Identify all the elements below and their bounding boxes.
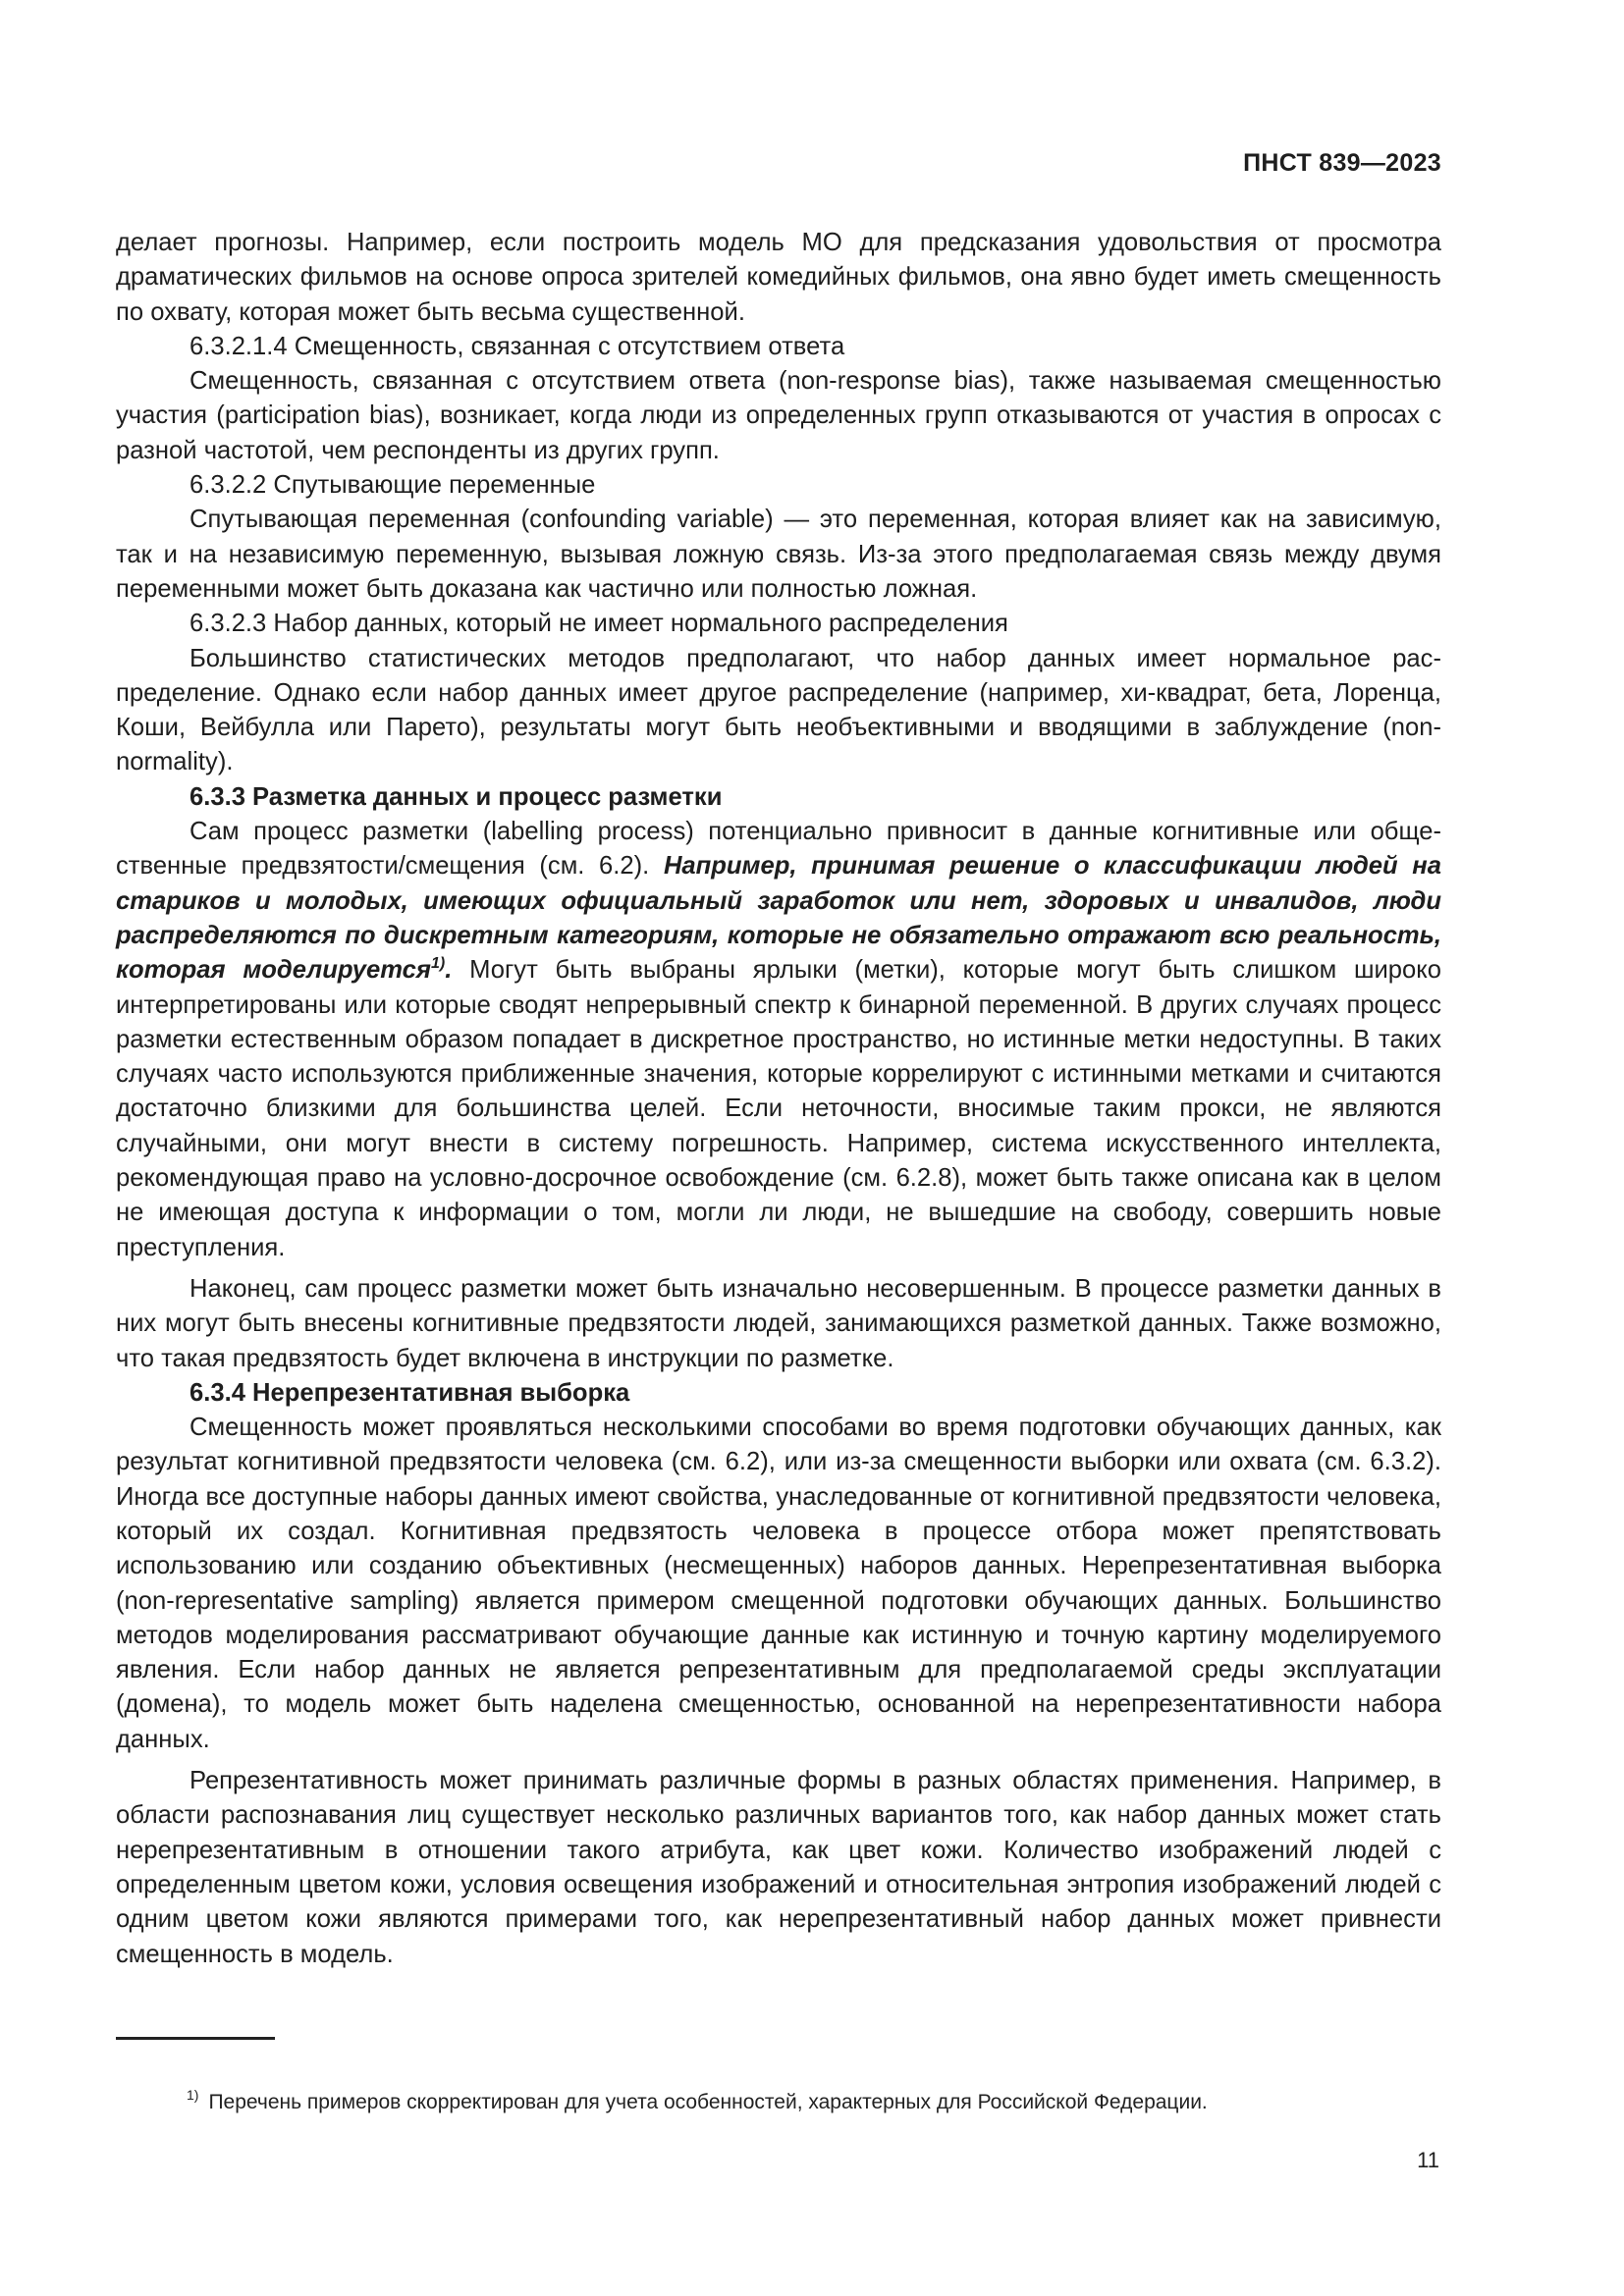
footnote-marker: 1) (187, 2087, 199, 2103)
footnote (187, 2087, 1208, 2114)
footnote-reference[interactable]: 1) (431, 955, 446, 973)
document-header: ПНСТ 839—2023 (1243, 149, 1441, 177)
paragraph: Репрезентативность может принимать различные формы в разных областях применения. Например, в области распознавания лиц существует несколько различных вариантов того, как набор данных может стать нерепрезентативным в отношении такого атрибута, как цвет кожи. Количество изображений людей с определенным цветом кожи, условия освещения изображений и относительная энтропия изображений людей с одним цветом кожи являются примерами того, как нерепрезентативный набор данных может привнести смещенность в модель. (116, 1767, 1441, 1968)
text-run: . (445, 956, 453, 985)
paragraph: Смещенность, связанная с отсутствием ответа (non-response bias), также называемая смещенностью участия (participation bias), возникает, когда люди из определенных групп отказываются от участия в опросах с разной частотой, чем респонденты из других групп. (116, 367, 1441, 464)
section-heading: 6.3.2.3 Набор данных, который не имеет нормального распределения (189, 610, 1008, 638)
section-heading: 6.3.2.2 Спутывающие переменные (189, 471, 596, 500)
paragraph: Большинство статистических методов предполагают, что набор данных имеет нормальное распределение. Однако если набор данных имеет другое распределение (например, хи-квадрат, бета, Лоренца, Коши, Вейбулла или Парето), результаты могут быть необъективными и вводящими в заблуждение (non-normality). (116, 644, 1441, 776)
section-heading: 6.3.3 Разметка данных и процесс разметки (189, 782, 723, 811)
footnote-divider (116, 2037, 275, 2040)
paragraph: Спутывающая переменная (confounding variable) — это переменная, которая влияет как на зависимую, так и на независимую переменную, вызывая ложную связь. Из-за этого предполагаемая связь между двумя переменными может быть доказана как частично или полностью ложная. (116, 506, 1441, 603)
section-heading: 6.3.2.1.4 Смещенность, связанная с отсутствием ответа (189, 332, 845, 360)
paragraph (116, 815, 1441, 1265)
body-text (116, 226, 1441, 1972)
footnote-text: Перечень примеров скорректирован для учета особенностей, характерных для Российской Федерации. (208, 2091, 1208, 2113)
paragraph: делает прогнозы. Например, если построить модель МО для предсказания удовольствия от просмотра драматических фильмов на основе опроса зрителей комедийных фильмов, она явно будет иметь смещенность по охвату, которая может быть весьма существенной. (116, 229, 1441, 326)
text-run: Могут быть выбраны ярлыки (метки), которые могут быть слишком широко интерпретированы или которые сводят непрерывный спектр к бинарной переменной. В других случаях процесс разметки естественным образом попадает в дискретное пространство, но истинные метки недоступны. В таких случаях часто используются приближенные значения, которые коррелируют с истинными метками и считаются достаточно близкими для большинства целей. Если неточности, вносимые таким прокси, не являются случайными, они могут внести в систему погрешность. Например, система искусственного интеллекта, рекомендующая право на условно-досрочное освобождение (см. 6.2.8), может быть также описана как в целом не имеющая доступа к информации о том, могли ли люди, не вышедшие на свободу, совершить новые преступления. (116, 956, 1441, 1261)
paragraph: Смещенность может проявляться несколькими способами во время подготовки обучающих данных, как результат когнитивной предвзятости человека (см. 6.2), или из-за смещенности выборки или охвата (см. 6.3.2). Иногда все доступные наборы данных имеют свойства, унаследованные от когнитивной предвзятости человека, который их создал. Когнитивная предвзятость человека в процессе отбора может препятствовать использованию или созданию объективных (несмещенных) наборов данных. Нерепрезентативная выборка (non-representative sampling) является примером смещенной подготовки обучающих данных. Большинство методов моделирования рассматривают обучающие данные как истинную и точную картину моделируемого явления. Если набор данных не является репрезентативным для предполагаемой среды эксплуатации (домена), то модель может быть наделена смещенностью, основанной на нерепрезентативности набора данных. (116, 1414, 1441, 1753)
text-run: Например, принимая решение о классификации людей на стариков и молодых, имеющих официальный заработок или нет, здоровых и инвалидов, люди распределяются по дискретным категориям, которые не обязательно отражают всю реальность, которая моделируется (116, 852, 1441, 985)
text-run: Сам процесс разметки (labelling process) потенциально привносит в данные когнитивные или общественные предвзятости/смещения (см. 6.2). (116, 818, 1441, 881)
paragraph: Наконец, сам процесс разметки может быть изначально несовершенным. В процессе разметки данных в них могут быть внесены когнитивные предвзятости людей, занимающихся разметкой данных. Также возможно, что такая предвзятость будет включена в инструкции по разметке. (116, 1274, 1441, 1372)
page-number: 11 (1417, 2148, 1439, 2172)
section-heading: 6.3.4 Нерепрезентативная выборка (189, 1378, 630, 1407)
